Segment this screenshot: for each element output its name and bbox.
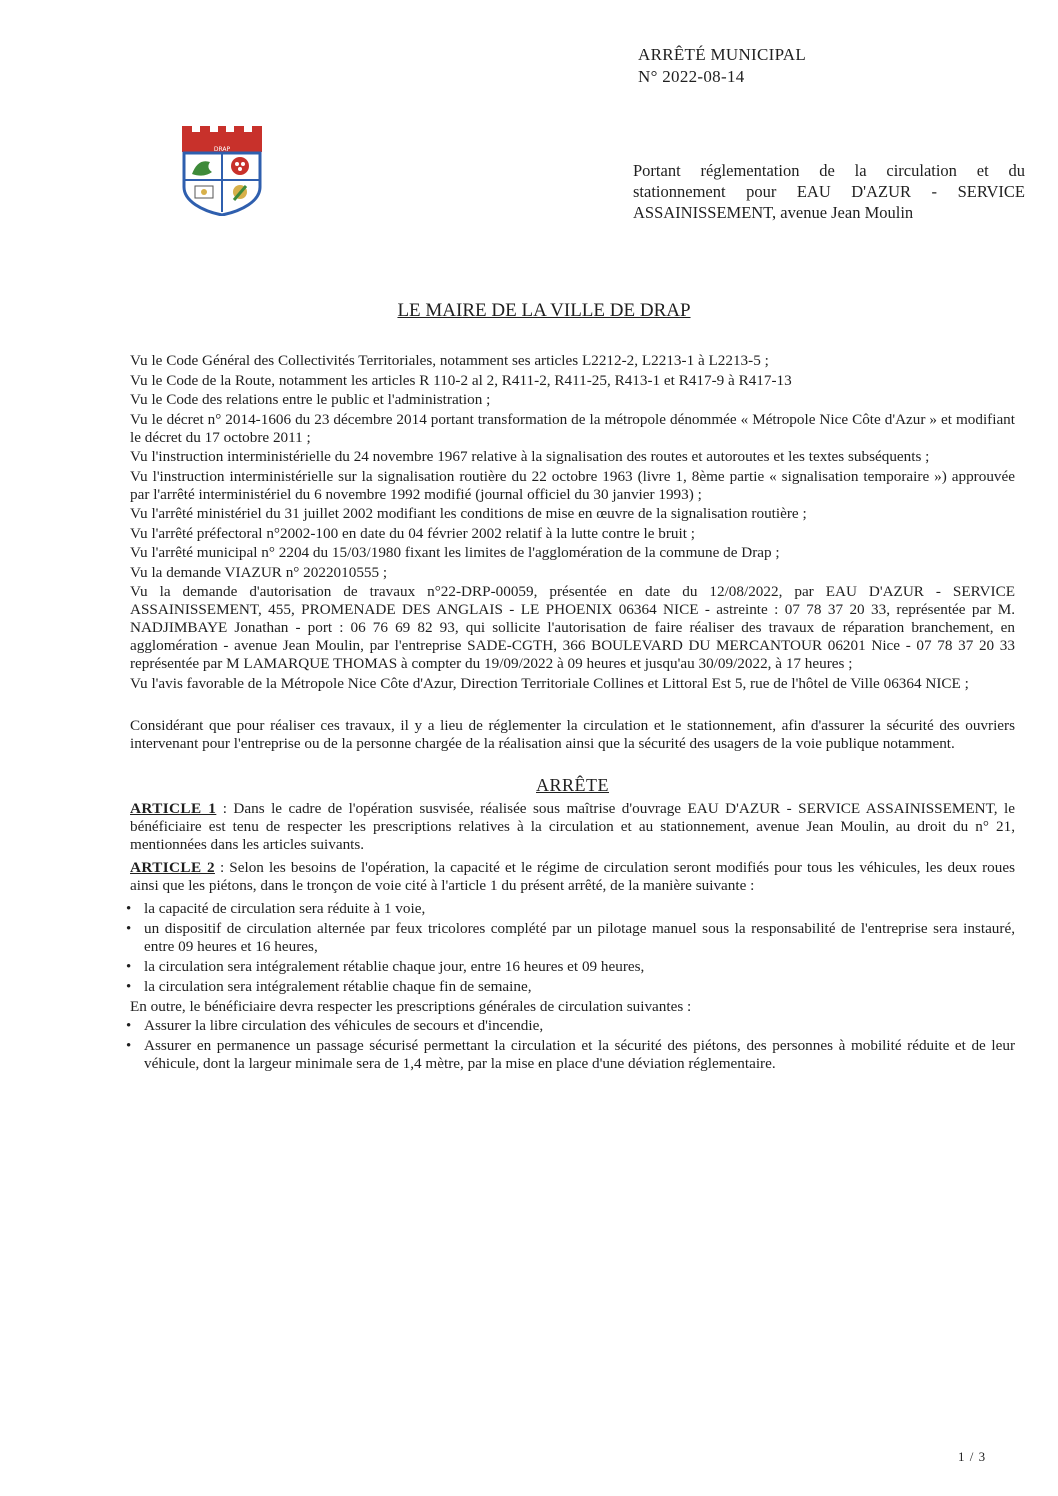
visa-item: Vu l'arrêté préfectoral n°2002-100 en date du 04 février 2002 relatif à la lutte contre le bruit ; [130, 524, 695, 542]
visa-item: Vu la demande d'autorisation de travaux n°22-DRP-00059, présentée en date du 12/08/2022, par EAU D'AZUR - SERVICE ASSAINISSEMENT, 455, PROMENADE DES ANGLAIS - LE PHOENIX 06364 NICE - astreinte : 07 78 37 20 33, représentée par M. NADJIMBAYE Jonathan - port : 06 76 69 82 93, qui sollicite l'autorisation de faire réaliser des travaux de réparation branchement, en agglomération - avenue Jean Moulin, par l'entreprise SADE-CGTH, 366 BOULEVARD DU MERCANTOUR 06201 Nice - 07 78 37 20 33 représentée par M LAMARQUE THOMAS à compter du 19/09/2022 à 09 heures et jusqu'au 30/09/2022, à 17 heures ; [130, 583, 1015, 672]
arrete-heading [130, 776, 1015, 794]
article-2-label: ARTICLE 2 [130, 858, 215, 876]
arrete-label: ARRÊTE [536, 774, 609, 795]
visa-item: Vu le Code des relations entre le public et l'administration ; [130, 391, 491, 408]
page-title [0, 300, 1058, 322]
article-1-label: ARTICLE 1 [130, 799, 217, 817]
visa-item: Vu l'avis favorable de la Métropole Nice Côte d'Azur, Direction Territoriale Collines et Littoral Est 5, rue de l'hôtel de Ville 06364 NICE ; [130, 674, 969, 692]
article-2-text: : Selon les besoins de l'opération, la capacité et le régime de circulation seront modifiés pour tous les véhicules, les deux roues ainsi que les piétons, dans le tronçon de voie cité à l'article 1 du présent arrêté, de la manière suivante : [130, 858, 1015, 894]
list-item: • la capacité de circulation sera réduite à 1 voie, [130, 900, 1015, 918]
list-item: • la circulation sera intégralement rétablie chaque fin de semaine, [130, 978, 1015, 996]
svg-text:DRAP: DRAP [213, 146, 231, 153]
visa-item: Vu le décret n° 2014-1606 du 23 décembre 2014 portant transformation de la métropole dénommée « Métropole Nice Côte d'Azur » et modifiant le décret du 17 octobre 2011 ; [130, 410, 1015, 446]
decree-body [130, 352, 1015, 1075]
decree-reference [638, 44, 806, 88]
decree-subject: Portant réglementation de la circulation et du stationnement pour EAU D'AZUR - SERVICE ASSAINISSEMENT, avenue Jean Moulin [633, 161, 1025, 222]
visa-item: Vu l'instruction interministérielle sur la signalisation routière du 22 octobre 1963 (livre 1, 8ème partie « signalisation temporaire ») approuvée par l'arrêté interministériel du 6 novembre 1992 modifié (journal officiel du 30 janvier 1993) ; [130, 467, 1015, 503]
decree-type: ARRÊTÉ MUNICIPAL [638, 45, 807, 64]
list-item: • Assurer en permanence un passage sécurisé permettant la circulation et la sécurité des piétons, des personnes à mobilité réduite et de leur véhicule, dont la largeur minimale sera de 1,4 mètre, par la mise en place d'une déviation réglementaire. [130, 1037, 1015, 1073]
visa-item: Vu l'instruction interministérielle du 24 novembre 1967 relative à la signalisation des routes et autoroutes et les textes subséquents ; [130, 448, 930, 465]
visa-item: Vu l'arrêté ministériel du 31 juillet 2002 modifiant les conditions de mise en œuvre de la signalisation routière ; [130, 505, 807, 522]
visa-item: Vu le Code de la Route, notamment les articles R 110-2 al 2, R411-2, R411-25, R413-1 et R417-9 à R417-13 [130, 371, 792, 389]
town-coat-of-arms-icon [176, 122, 268, 216]
article-2-general-prescriptions [130, 1017, 1015, 1073]
article-2 [130, 859, 1015, 895]
article-1-text: : Dans le cadre de l'opération susvisée, réalisée sous maîtrise d'ouvrage EAU D'AZUR - SERVICE ASSAINISSEMENT, le bénéficiaire est tenu de respecter les prescriptions relatives à la circulation et au stationnement, avenue Jean Moulin, au droit du n° 21, mentionnées dans les articles suivants. [130, 799, 1015, 853]
considerant-paragraph: Considérant que pour réaliser ces travaux, il y a lieu de réglementer la circulation et le stationnement, afin d'assurer la sécurité des ouvriers intervenant pour l'entreprise ou de la personne chargée de la réalisation ainsi que la sécurité des usagers de la voie publique notamment. [130, 716, 1015, 752]
list-item: • un dispositif de circulation alternée par feux tricolores complété par un pilotage manuel sous la responsabilité de l'entreprise sera instauré, entre 09 heures et 16 heures, [130, 920, 1015, 956]
visa-item: Vu le Code Général des Collectivités Territoriales, notamment ses articles L2212-2, L2213-1 à L2213-5 ; [130, 352, 769, 369]
article-2-measures [130, 900, 1015, 996]
decree-number: N° 2022-08-14 [638, 67, 745, 86]
list-item: • la circulation sera intégralement rétablie chaque jour, entre 16 heures et 09 heures, [130, 958, 1015, 976]
list-item: • Assurer la libre circulation des véhicules de secours et d'incendie, [130, 1017, 1015, 1035]
visa-item: Vu l'arrêté municipal n° 2204 du 15/03/1980 fixant les limites de l'agglomération de la commune de Drap ; [130, 544, 780, 561]
article-2-intro-general: En outre, le bénéficiaire devra respecter les prescriptions générales de circulation suivantes : [130, 997, 692, 1015]
visa-item: Vu la demande VIAZUR n° 2022010555 ; [130, 563, 388, 581]
article-1 [130, 800, 1015, 854]
mayor-title: LE MAIRE DE LA VILLE DE DRAP [397, 300, 691, 321]
page-number: 1 / 3 [958, 1449, 987, 1464]
